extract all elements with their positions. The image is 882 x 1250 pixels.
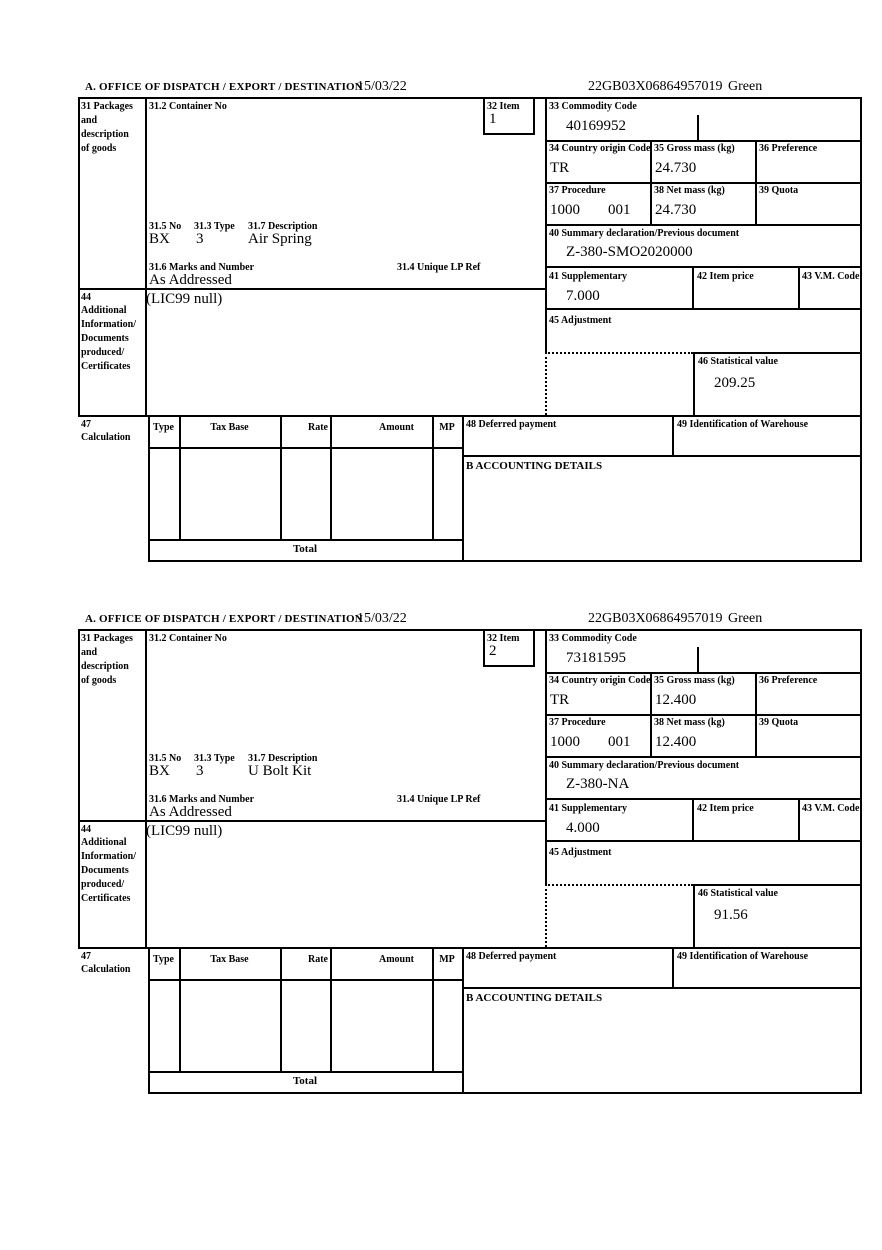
gross-mass-label: 35 Gross mass (kg) (654, 675, 735, 686)
grid-line (692, 798, 694, 840)
gross-mass-value: 24.730 (655, 160, 697, 176)
box44-label: Certificates (81, 361, 131, 372)
grid-line (545, 672, 862, 674)
grid-line (462, 987, 862, 989)
box31-label: 31 Packages (81, 633, 133, 644)
routing-status: Green (728, 79, 763, 94)
preference-label: 36 Preference (759, 143, 818, 154)
deferred-payment-label: 48 Deferred payment (466, 951, 557, 962)
box47-label: Calculation (81, 964, 131, 975)
net-mass-value: 24.730 (655, 202, 697, 218)
grid-line (148, 979, 462, 981)
quota-label: 39 Quota (759, 717, 799, 728)
goods-description-value: Air Spring (248, 231, 312, 247)
calc-total-label: Total (292, 1075, 318, 1087)
country-origin-label: 34 Country origin Code (549, 143, 651, 154)
country-origin-value: TR (550, 692, 570, 708)
grid-line (545, 97, 547, 352)
additional-info-value: (LIC99 null) (146, 823, 223, 839)
grid-line (462, 455, 862, 457)
commodity-code-divider-line (697, 115, 699, 140)
grid-line (148, 947, 150, 1092)
previous-document-value: Z-380-SMO2020000 (566, 244, 693, 260)
grid-line (545, 840, 862, 842)
box44-label: 44 (81, 292, 91, 303)
grid-line (78, 415, 862, 417)
declaration-date: 15/03/22 (357, 79, 407, 94)
preference-label: 36 Preference (759, 675, 818, 686)
routing-status: Green (728, 611, 763, 626)
grid-line (78, 947, 862, 949)
grid-line (533, 97, 535, 133)
grid-line (545, 182, 862, 184)
item-price-label: 42 Item price (697, 271, 754, 282)
additional-info-value: (LIC99 null) (146, 291, 223, 307)
procedure-code-value: 1000 (550, 734, 580, 750)
item-price-label: 42 Item price (697, 803, 754, 814)
pkg-type-value: 3 (196, 763, 204, 779)
grid-line (148, 447, 462, 449)
movement-reference-number: 22GB03X06864957019 (588, 611, 723, 626)
calc-total-label: Total (292, 543, 318, 555)
deferred-payment-label: 48 Deferred payment (466, 419, 557, 430)
grid-line (693, 352, 862, 354)
calc-taxbase-header: Tax Base (210, 422, 249, 433)
grid-line (692, 266, 694, 308)
grid-line (860, 629, 862, 1092)
box31-label: description (81, 661, 129, 672)
gross-mass-value: 12.400 (655, 692, 697, 708)
box31-label: of goods (81, 143, 117, 154)
country-origin-value: TR (550, 160, 570, 176)
grid-line (798, 798, 800, 840)
warehouse-id-label: 49 Identification of Warehouse (677, 951, 809, 962)
grid-line (755, 140, 757, 224)
grid-line (78, 629, 80, 947)
marks-and-number-label: 31.6 Marks and Number (149, 794, 255, 805)
calc-rate-header: Rate (308, 422, 328, 433)
calc-mp-header: MP (439, 954, 455, 965)
grid-line (545, 756, 862, 758)
box44-label: Information/ (81, 319, 136, 330)
pkg-no-label: 31.5 No (149, 221, 182, 232)
pkg-no-label: 31.5 No (149, 753, 182, 764)
statistical-value: 91.56 (714, 907, 748, 923)
goods-description-value: U Bolt Kit (248, 763, 312, 779)
grid-line (145, 629, 147, 947)
adjustment-label: 45 Adjustment (549, 315, 612, 326)
grid-line (78, 97, 862, 99)
grid-line (693, 352, 695, 415)
dotted-grid-line (545, 884, 547, 947)
dotted-grid-line (545, 352, 547, 415)
grid-line (545, 140, 862, 142)
procedure-code2-value: 001 (608, 202, 631, 218)
grid-line (755, 672, 757, 756)
statistical-value-label: 46 Statistical value (698, 356, 778, 367)
statistical-value: 209.25 (714, 375, 756, 391)
box44-label: produced/ (81, 347, 125, 358)
calc-rate-header: Rate (308, 954, 328, 965)
grid-line (798, 266, 800, 308)
pkg-no-value: BX (149, 231, 170, 247)
net-mass-value: 12.400 (655, 734, 697, 750)
supplementary-value: 4.000 (566, 820, 600, 836)
box44-label: Additional (81, 837, 127, 848)
box47-label: 47 (81, 419, 91, 430)
statistical-value-label: 46 Statistical value (698, 888, 778, 899)
grid-line (145, 97, 147, 415)
procedure-label: 37 Procedure (549, 717, 606, 728)
grid-line (78, 97, 80, 415)
calc-type-header: Type (153, 422, 174, 433)
pkg-type-value: 3 (196, 231, 204, 247)
declaration-date: 15/03/22 (357, 611, 407, 626)
grid-line (672, 415, 674, 455)
pkg-description-label: 31.7 Description (248, 221, 318, 232)
grid-line (533, 629, 535, 665)
box44-label: 44 (81, 824, 91, 835)
box31-label: of goods (81, 675, 117, 686)
grid-line (483, 97, 485, 133)
grid-line (462, 947, 464, 1092)
vm-code-label: 43 V.M. Code (802, 803, 860, 814)
container-no-label: 31.2 Container No (149, 101, 227, 112)
grid-line (148, 415, 150, 560)
office-of-dispatch-label: A. OFFICE OF DISPATCH / EXPORT / DESTINATION (85, 613, 363, 625)
supplementary-label: 41 Supplementary (549, 271, 628, 282)
grid-line (483, 629, 485, 665)
grid-line (672, 947, 674, 987)
grid-line (860, 97, 862, 560)
box44-label: Additional (81, 305, 127, 316)
office-of-dispatch-label: A. OFFICE OF DISPATCH / EXPORT / DESTINATION (85, 81, 363, 93)
grid-line (545, 224, 862, 226)
pkg-description-label: 31.7 Description (248, 753, 318, 764)
summary-declaration-label: 40 Summary declaration/Previous document (549, 228, 740, 239)
grid-line (462, 415, 464, 560)
pkg-no-value: BX (149, 763, 170, 779)
calc-amount-header: Amount (378, 422, 414, 433)
vm-code-label: 43 V.M. Code (802, 271, 860, 282)
grid-line (483, 665, 535, 667)
commodity-code-divider-line (697, 647, 699, 672)
dotted-grid-line (545, 352, 693, 354)
dotted-grid-line (545, 884, 693, 886)
gross-mass-label: 35 Gross mass (kg) (654, 143, 735, 154)
item-number-value: 2 (489, 643, 497, 659)
previous-document-value: Z-380-NA (566, 776, 630, 792)
summary-declaration-label: 40 Summary declaration/Previous document (549, 760, 740, 771)
commodity-code-value: 40169952 (566, 118, 626, 134)
box47-label: 47 (81, 951, 91, 962)
box44-label: Documents (81, 865, 129, 876)
grid-line (148, 539, 462, 541)
supplementary-label: 41 Supplementary (549, 803, 628, 814)
calc-amount-header: Amount (378, 954, 414, 965)
supplementary-value: 7.000 (566, 288, 600, 304)
marks-value: As Addressed (149, 804, 232, 820)
net-mass-label: 38 Net mass (kg) (654, 185, 725, 196)
calc-type-header: Type (153, 954, 174, 965)
grid-line (78, 820, 547, 822)
country-origin-label: 34 Country origin Code (549, 675, 651, 686)
box44-label: Information/ (81, 851, 136, 862)
box44-label: produced/ (81, 879, 125, 890)
box44-label: Documents (81, 333, 129, 344)
procedure-label: 37 Procedure (549, 185, 606, 196)
commodity-code-label: 33 Commodity Code (549, 633, 637, 644)
commodity-code-label: 33 Commodity Code (549, 101, 637, 112)
box44-label: Certificates (81, 893, 131, 904)
box31-label: and (81, 647, 98, 658)
accounting-details-label: B ACCOUNTING DETAILS (466, 992, 603, 1004)
grid-line (78, 629, 862, 631)
customs-item-section (0, 607, 882, 1139)
box31-label: 31 Packages (81, 101, 133, 112)
container-no-label: 31.2 Container No (149, 633, 227, 644)
movement-reference-number: 22GB03X06864957019 (588, 79, 723, 94)
grid-line (693, 884, 862, 886)
grid-line (545, 308, 862, 310)
item-number-value: 1 (489, 111, 497, 127)
quota-label: 39 Quota (759, 185, 799, 196)
net-mass-label: 38 Net mass (kg) (654, 717, 725, 728)
marks-value: As Addressed (149, 272, 232, 288)
unique-lp-ref-label: 31.4 Unique LP Ref (397, 262, 481, 273)
grid-line (545, 798, 862, 800)
grid-line (78, 288, 547, 290)
unique-lp-ref-label: 31.4 Unique LP Ref (397, 794, 481, 805)
box31-label: and (81, 115, 98, 126)
customs-item-section (0, 75, 882, 607)
adjustment-label: 45 Adjustment (549, 847, 612, 858)
item-label: 32 Item (487, 633, 520, 644)
box47-label: Calculation (81, 432, 131, 443)
calc-mp-header: MP (439, 422, 455, 433)
grid-line (483, 133, 535, 135)
grid-line (148, 1071, 462, 1073)
grid-line (693, 884, 695, 947)
procedure-code-value: 1000 (550, 202, 580, 218)
item-label: 32 Item (487, 101, 520, 112)
grid-line (545, 629, 547, 884)
box31-label: description (81, 129, 129, 140)
grid-line (545, 266, 862, 268)
grid-line (148, 560, 862, 562)
calc-taxbase-header: Tax Base (210, 954, 249, 965)
pkg-type-label: 31.3 Type (194, 221, 235, 232)
pkg-type-label: 31.3 Type (194, 753, 235, 764)
marks-and-number-label: 31.6 Marks and Number (149, 262, 255, 273)
procedure-code2-value: 001 (608, 734, 631, 750)
grid-line (148, 1092, 862, 1094)
commodity-code-value: 73181595 (566, 650, 626, 666)
warehouse-id-label: 49 Identification of Warehouse (677, 419, 809, 430)
accounting-details-label: B ACCOUNTING DETAILS (466, 460, 603, 472)
grid-line (545, 714, 862, 716)
